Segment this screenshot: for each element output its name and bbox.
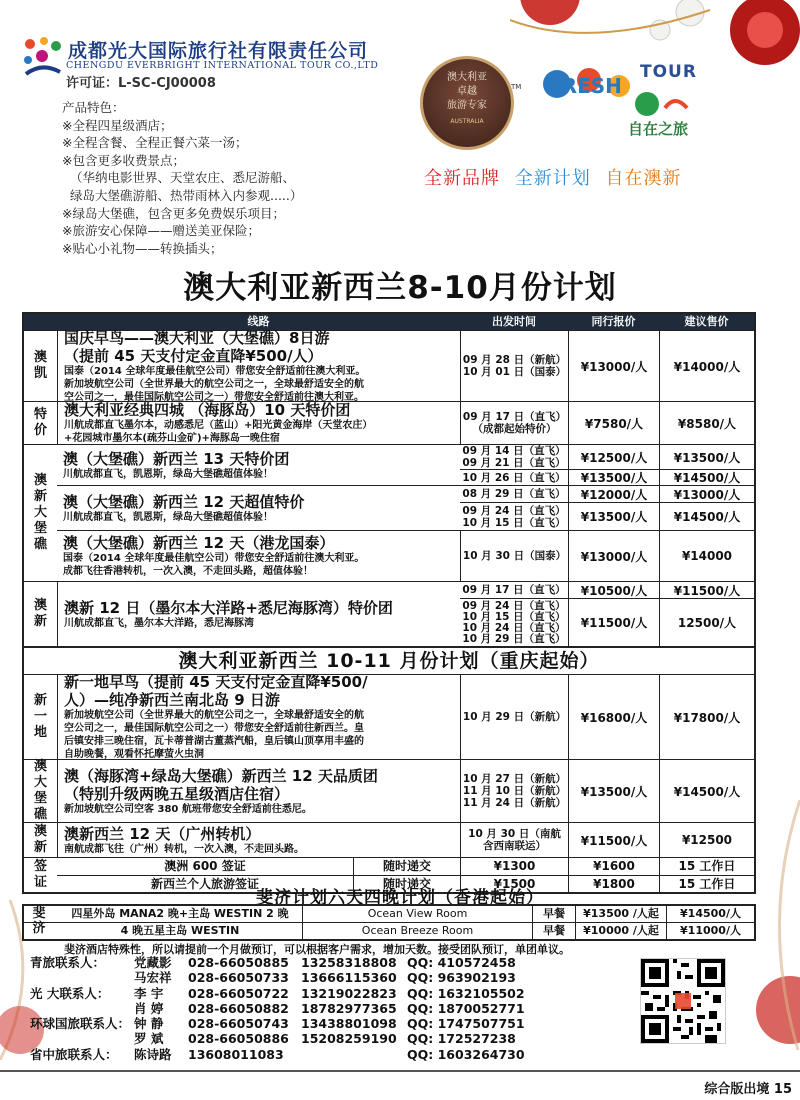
processing-days: 15 工作日	[659, 858, 754, 875]
section-title: 澳大利亚新西兰 10-11 月份计划（重庆起始）	[24, 646, 754, 674]
company-name-cn: 成都光大国际旅行社有限责任公司	[68, 40, 369, 62]
contact-row: 肖 婷 028-66050882 18782977365 QQ: 1870052771	[134, 1000, 525, 1016]
table-row	[57, 485, 754, 530]
retail-price: ¥14500/人	[659, 470, 754, 485]
table-row	[24, 759, 754, 822]
retail-price: ¥14000	[659, 531, 754, 581]
depart-cell: 09 月 24 日（直飞） 10 月 15 日（直飞） 10 月 24 日（直飞） 10 月 29 日（直飞）	[462, 599, 566, 645]
peer-price: ¥13500 /人起	[575, 906, 666, 922]
contact-row: 罗 斌 028-66050886 15208259190 QQ: 172527238	[134, 1031, 516, 1047]
table-row-group	[24, 444, 754, 581]
contact-row: 马宏祥 028-66050733 13666115360 QQ: 963902193	[134, 970, 516, 986]
fiji-label: 斐济	[32, 906, 46, 936]
depart-cell: 09 月 24 日（直飞） 10 月 15 日（直飞）	[462, 504, 566, 529]
peer-price: ¥16800/人	[568, 675, 659, 759]
main-title: 澳大利亚新西兰8-10月份计划	[183, 270, 617, 306]
retail-price: ¥14500/人	[659, 503, 754, 530]
depart-cell: 09 月 28 日（新航） 10 月 01 日（国泰）	[460, 331, 568, 401]
row-label: 新一地	[33, 693, 47, 740]
row-label: 签证	[33, 859, 47, 890]
table-row	[24, 822, 754, 857]
route-desc: 南航成都飞往（广州）转机，一次入澳，不走回头路。	[64, 843, 304, 855]
product-features	[62, 99, 402, 257]
peer-price: ¥12000/人	[568, 486, 659, 502]
retail-price: 12500/人	[659, 599, 754, 646]
route-desc: 成都飞往香港转机，一次入澳，不走回头路，超值体验！	[63, 566, 313, 577]
visa-mode: 随时递交	[353, 858, 460, 875]
fiji-room: Ocean Breeze Room	[302, 923, 532, 939]
fiji-table	[22, 904, 756, 941]
retail-price: ¥1600	[568, 858, 659, 875]
route-title: 澳新 12 日（墨尔本大洋路+悉尼海豚湾）特价团	[64, 598, 393, 617]
retail-price: ¥14000/人	[659, 331, 754, 401]
depart-cell: 10 月 27 日（新航） 11 月 10 日（新航） 11 月 24 日（新航）	[460, 760, 568, 822]
contact-row: 光 大联系人： 李 宇 028-66050722 13219022823 QQ: 1632105502	[30, 985, 525, 1001]
license-number: 许可证：L-SC-CJ00008	[66, 76, 216, 91]
retail-price: ¥11000/人	[666, 923, 754, 939]
row-label: 澳新	[33, 824, 47, 855]
route-desc: 川航成都直飞，凯恩斯，绿岛大堡礁超值体验！	[63, 468, 273, 480]
route-cell	[57, 675, 460, 759]
table-row	[24, 330, 754, 401]
route-title: （提前 45 天支付定金直降¥500/人）	[64, 346, 323, 365]
peer-price: ¥13000/人	[568, 331, 659, 401]
retail-price: ¥12500	[659, 823, 754, 857]
fiji-hotel: 四星外岛 MANA2 晚+主岛 WESTIN 2 晚	[71, 907, 289, 920]
table-row	[57, 858, 754, 875]
peer-price: ¥13500/人	[568, 503, 659, 530]
company-logo-icon	[20, 34, 66, 80]
route-desc: 新加坡航空公司（全世界最大的航空公司之一，全球最舒适安全的航	[64, 378, 364, 390]
route-desc: 川航成都直飞，墨尔本大洋路，悉尼海豚湾	[64, 617, 254, 629]
badge-text: 澳大利亚	[447, 72, 487, 83]
peer-price: ¥13500/人	[568, 470, 659, 485]
row-label: 澳大堡礁	[33, 759, 47, 822]
row-label: 澳凯	[33, 350, 47, 381]
route-desc: 新加坡航空公司空客 380 航班带您安全舒适前往悉尼。	[64, 803, 312, 815]
route-title: 人）—纯净新西兰南北岛 9 日游	[64, 691, 280, 709]
route-desc: 国泰（2014 全球年度最佳航空公司）带您安全舒适前往澳大利亚。	[64, 365, 366, 377]
depart-cell: 10 月 30 日（国泰）	[460, 531, 568, 581]
route-cell	[57, 531, 460, 581]
retail-price: ¥17800/人	[659, 675, 754, 759]
route-title: 澳大利亚经典四城 （海豚岛）10 天特价团	[64, 401, 351, 419]
peer-price: ¥1300	[460, 858, 568, 875]
route-desc: 空公司之一，最佳国际航空公司之一）带您安全舒适前往澳大利亚。	[64, 391, 364, 403]
route-cell	[57, 486, 460, 530]
table-row	[24, 674, 754, 759]
badge-text: 卓越	[457, 86, 477, 97]
row-label: 特价	[33, 407, 47, 438]
retail-price: ¥11500/人	[659, 582, 754, 598]
depart-cell: 09 月 17 日（直飞）	[462, 584, 566, 596]
contact-list	[30, 955, 557, 1062]
route-desc: 国泰（2014 全球年度最佳航空公司）带您安全舒适前往澳大利亚。	[63, 553, 365, 564]
peer-price: ¥1500	[460, 876, 568, 893]
fresh-text: FRESH	[548, 74, 622, 98]
route-title: 澳新西兰 12 天（广州转机）	[64, 824, 261, 843]
peer-price: ¥13000/人	[568, 531, 659, 581]
route-cell	[57, 328, 460, 403]
feature-line: ※全程含餐、全程正餐六菜一汤；	[62, 135, 248, 151]
slogan-2: 全新计划	[514, 168, 591, 189]
table-row	[24, 906, 754, 922]
route-cell	[57, 445, 460, 485]
feature-line: ※贴心小礼物——转换插头；	[62, 240, 223, 256]
feature-line: （华纳电影世界、天堂农庄、悉尼游船、	[70, 170, 296, 186]
route-desc: +花园城市墨尔本(疏芬山金矿)+海豚岛一晚住宿	[64, 433, 280, 444]
retail-price: ¥1800	[568, 876, 659, 893]
row-label: 澳新大堡礁	[33, 473, 47, 552]
header-depart: 出发时间	[492, 315, 536, 328]
feature-line: ※包含更多收费景点；	[62, 152, 185, 168]
route-title: 澳（大堡礁）新西兰 12 天超值特价	[63, 492, 305, 511]
route-title: 澳（海豚湾+绿岛大堡礁）新西兰 12 天品质团	[64, 766, 378, 785]
route-title: 国庆早鸟——澳大利亚（大堡礁）8日游	[64, 328, 330, 347]
fiji-title: 斐济计划六天四晚计划（香港起始）	[256, 888, 544, 908]
route-cell	[57, 402, 460, 444]
route-cell	[57, 760, 460, 822]
peer-price: ¥12500/人	[568, 445, 659, 469]
contact-row: 环球国旅联系人： 钟 静 028-66050743 13438801098 QQ: 1747507751	[30, 1016, 525, 1032]
table-row	[24, 401, 754, 444]
fiji-meal: 早餐	[532, 906, 575, 922]
table-row	[57, 445, 754, 485]
route-title: 澳（大堡礁）新西兰 12 天（港龙国泰）	[63, 534, 335, 552]
peer-price: ¥10500/人	[568, 582, 659, 598]
fresh-tour-text: TOUR	[640, 62, 697, 82]
feature-line: ※旅游安心保障——赠送美亚保险；	[62, 223, 260, 239]
fiji-meal: 早餐	[532, 923, 575, 939]
route-title: 澳（大堡礁）新西兰 13 天特价团	[63, 449, 290, 468]
route-cell	[57, 582, 460, 646]
retail-price: ¥13000/人	[659, 486, 754, 502]
depart-cell: 10 月 29 日（新航）	[460, 675, 568, 759]
visa-name: 新西兰个人旅游签证	[150, 877, 259, 891]
fresh-cn-text: 自在之旅	[628, 120, 689, 138]
footer-divider	[0, 1070, 800, 1072]
depart-cell: 09 月 14 日（直飞） 09 月 21 日（直飞）	[462, 445, 566, 469]
route-cell	[57, 823, 460, 857]
table-row	[24, 581, 754, 646]
route-title: 新一地早鸟（提前 45 天支付定金直降¥500/	[64, 673, 368, 691]
fiji-hotel: 4 晚五星主岛 WESTIN	[120, 924, 240, 937]
route-desc: 新加坡航空公司（全世界最大的航空公司之一，全球最舒适安全的航	[64, 710, 364, 721]
peer-price: ¥10000 /人起	[575, 923, 666, 939]
table-row	[57, 530, 754, 581]
peer-price: ¥11500/人	[568, 599, 659, 646]
australia-expert-badge	[420, 56, 514, 150]
tour-table	[22, 312, 756, 894]
company-name-en: CHENGDU EVERBRIGHT INTERNATIONAL TOUR CO.,LTD	[66, 60, 379, 71]
feature-line: 绿岛大堡礁游船、热带雨林入内参观.....）	[70, 187, 303, 203]
visa-mode: 随时递交	[353, 876, 460, 893]
route-desc: 自助晚餐，观看怀托摩萤火虫洞	[64, 749, 204, 760]
feature-line: 产品特色：	[62, 100, 125, 115]
route-desc: 空公司之一，最佳国际航空公司之一）带您安全舒适前往新西兰。皇	[64, 723, 364, 734]
header-retail-price: 建议售价	[684, 315, 729, 328]
depart-cell: 10 月 26 日（直飞）	[462, 471, 566, 484]
depart-cell: 09 月 17 日（直飞） （成都起始特价）	[460, 402, 568, 444]
retail-price: ¥14500/人	[659, 760, 754, 822]
slogan-3: 自在澳新	[605, 168, 682, 189]
peer-price: ¥13500/人	[568, 760, 659, 822]
badge-text: 旅游专家	[447, 100, 487, 111]
feature-line: ※全程四星级酒店；	[62, 117, 173, 133]
badge-country: AUSTRALIA	[450, 118, 484, 125]
contact-row: 省中旅联系人： 陈诗路 13608011083 QQ: 1603264730	[30, 1046, 525, 1062]
retail-price: ¥13500/人	[659, 445, 754, 469]
visa-name: 澳洲 600 签证	[164, 859, 246, 873]
peer-price: ¥11500/人	[568, 823, 659, 857]
qr-code-icon[interactable]	[640, 958, 726, 1044]
retail-price: ¥14500/人	[666, 906, 754, 922]
route-title: （特别升级两晚五星级酒店住宿）	[64, 784, 290, 803]
feature-line: ※绿岛大堡礁，包含更多免费娱乐项目；	[62, 205, 285, 221]
depart-cell: 10 月 30 日（南航 含西南联运）	[460, 823, 568, 857]
route-desc: 川航成都直飞墨尔本，动感悉尼（蓝山）+阳光黄金海岸（天堂农庄）	[64, 420, 373, 431]
row-label: 澳新	[33, 598, 47, 629]
processing-days: 15 工作日	[659, 876, 754, 893]
slogan	[424, 164, 689, 190]
contact-row: 青旅联系人： 党藏影 028-66050885 13258318808 QQ: 410572458	[30, 955, 516, 970]
trademark-mark: TM	[511, 83, 522, 91]
header-route: 线路	[247, 315, 270, 328]
route-desc: 川航成都直飞，凯恩斯，绿岛大堡礁超值体验！	[63, 511, 273, 523]
route-desc: 后镇安排三晚住宿，瓦卡蒂普湖古董蒸汽船，皇后镇山顶享用丰盛的	[64, 736, 364, 747]
fiji-room: Ocean View Room	[302, 906, 532, 922]
retail-price: ¥8580/人	[659, 402, 754, 444]
slogan-1: 全新品牌	[424, 168, 500, 189]
depart-cell: 08 月 29 日（直飞）	[462, 488, 566, 500]
peer-price: ¥7580/人	[568, 402, 659, 444]
page-footer: 综合版出境 15	[704, 1082, 792, 1097]
header-peer-price: 同行报价	[591, 315, 636, 328]
fiji-note: 斐济酒店特殊性，所以请提前一个月做预订，可以根据客户需求，增加天数。接受团队预订，单团单议。	[64, 943, 570, 956]
table-row	[24, 922, 754, 939]
